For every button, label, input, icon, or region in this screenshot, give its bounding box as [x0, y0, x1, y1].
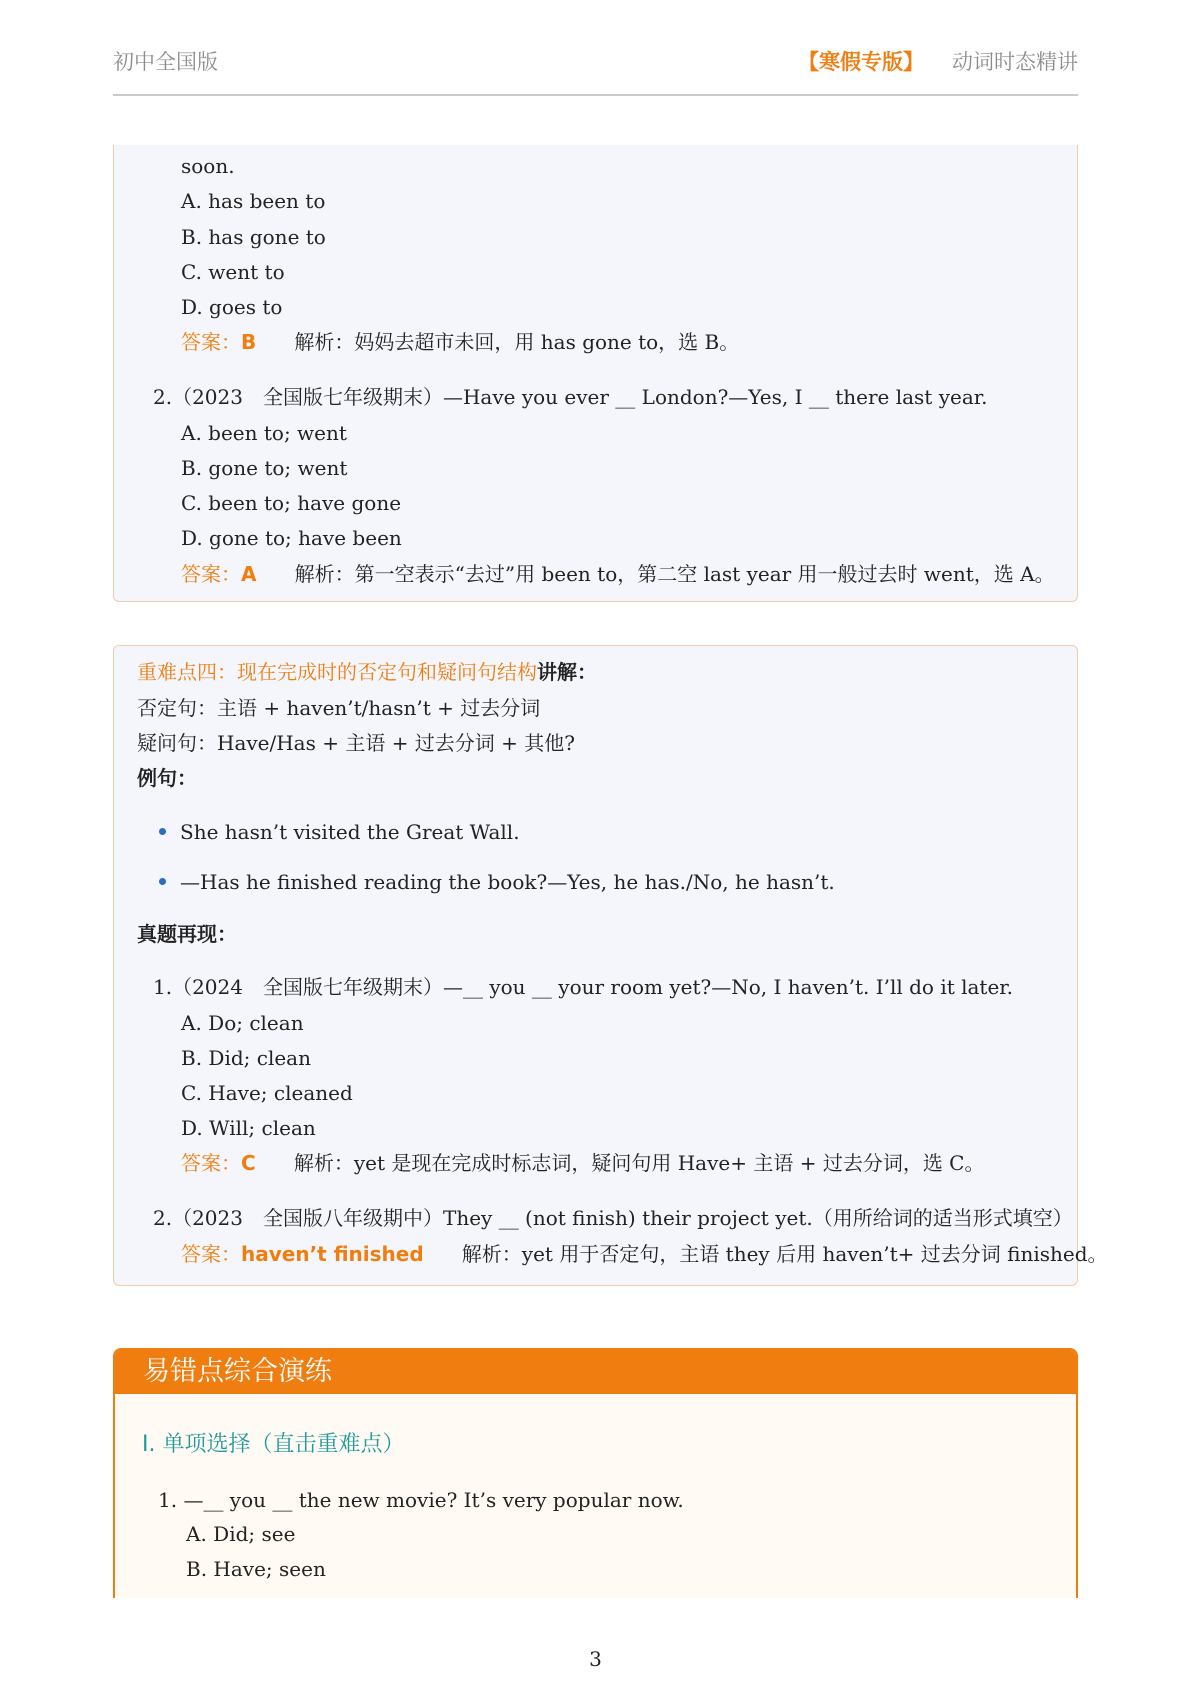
option: A. Did; see: [186, 1522, 296, 1546]
header-right: [798, 46, 1078, 76]
practice-section-title: 易错点综合演练: [115, 1350, 1076, 1394]
header-badge: 【寒假专版】: [798, 50, 924, 74]
option: B. gone to; went: [181, 456, 348, 480]
question-stem: 1.（2024 全国版七年级期末）—__ you __ your room yet?—No, I haven’t. I’ll do it later.: [153, 975, 1014, 999]
question-stem: 2.（2023 全国版七年级期末）—Have you ever __ London?—Yes, I __ there last year.: [153, 385, 988, 409]
header-topic: 动词时态精讲: [952, 50, 1078, 74]
example-item: [159, 870, 835, 894]
key-point-suffix: 讲解：: [537, 660, 597, 684]
answer-value: A: [241, 562, 257, 586]
question-structure: 疑问句：Have/Has + 主语 + 过去分词 + 其他?: [137, 731, 576, 755]
bullet-icon: [159, 828, 166, 835]
option: C. been to; have gone: [181, 491, 402, 515]
option: C. went to: [181, 260, 285, 284]
option: B. Did; clean: [181, 1046, 311, 1070]
answer-value: haven’t finished: [241, 1242, 424, 1266]
bullet-icon: [159, 878, 166, 885]
header-edition: 初中全国版: [113, 50, 218, 74]
header-divider: [113, 94, 1078, 96]
option: C. Have; cleaned: [181, 1081, 353, 1105]
option: B. has gone to: [181, 225, 326, 249]
option: A. has been to: [181, 189, 326, 213]
answer-analysis: 解析：yet 是现在完成时标志词，疑问句用 Have+ 主语 + 过去分词，选 C。: [293, 1151, 985, 1175]
option: A. Do; clean: [181, 1011, 304, 1035]
key-point-heading: 重难点四：现在完成时的否定句和疑问句结构: [137, 660, 537, 684]
option: B. Have; seen: [186, 1557, 326, 1581]
answer-label: 答案：: [181, 562, 241, 586]
answer-label: 答案：: [181, 1242, 241, 1266]
option: D. Will; clean: [181, 1116, 316, 1140]
answer-label: 答案：: [181, 330, 241, 354]
exercise-box-continued: [113, 145, 1078, 602]
option: A. been to; went: [181, 421, 347, 445]
option: D. goes to: [181, 295, 283, 319]
answer-analysis: 解析：第一空表示“去过”用 been to，第二空 last year 用一般过去时 went，选 A。: [294, 562, 1055, 586]
question-stem: 1. —__ you __ the new movie? It’s very popular now.: [158, 1488, 684, 1512]
example-text: She hasn’t visited the Great Wall.: [180, 820, 520, 844]
real-exam-label: 真题再现：: [137, 922, 237, 946]
examples-label: 例句：: [137, 766, 197, 790]
practice-section: [113, 1348, 1078, 1598]
answer-analysis: 解析：妈妈去超市未回，用 has gone to，选 B。: [294, 330, 740, 354]
answer-value: B: [241, 330, 257, 354]
section-heading: I. 单项选择（直击重难点）: [142, 1432, 405, 1457]
answer-line: [181, 330, 739, 354]
stem-continuation: soon.: [181, 154, 235, 178]
example-text: —Has he finished reading the book?—Yes, he has./No, he hasn’t.: [180, 870, 835, 894]
key-point-title: [137, 660, 597, 684]
page-number: 3: [589, 1647, 602, 1671]
option: D. gone to; have been: [181, 526, 402, 550]
answer-line: [181, 562, 1055, 586]
key-point-box: [113, 645, 1108, 1286]
answer-value: C: [241, 1151, 256, 1175]
example-item: [159, 820, 520, 844]
answer-label: 答案：: [181, 1151, 241, 1175]
question-stem: 2.（2023 全国版八年级期中）They __ (not finish) their project yet.（用所给词的适当形式填空）: [153, 1206, 1073, 1230]
answer-line: [181, 1242, 1108, 1266]
answer-analysis: 解析：yet 用于否定句，主语 they 后用 haven’t+ 过去分词 finished。: [461, 1242, 1108, 1266]
negative-structure: 否定句：主语 + haven’t/hasn’t + 过去分词: [137, 696, 541, 720]
answer-line: [181, 1151, 984, 1175]
